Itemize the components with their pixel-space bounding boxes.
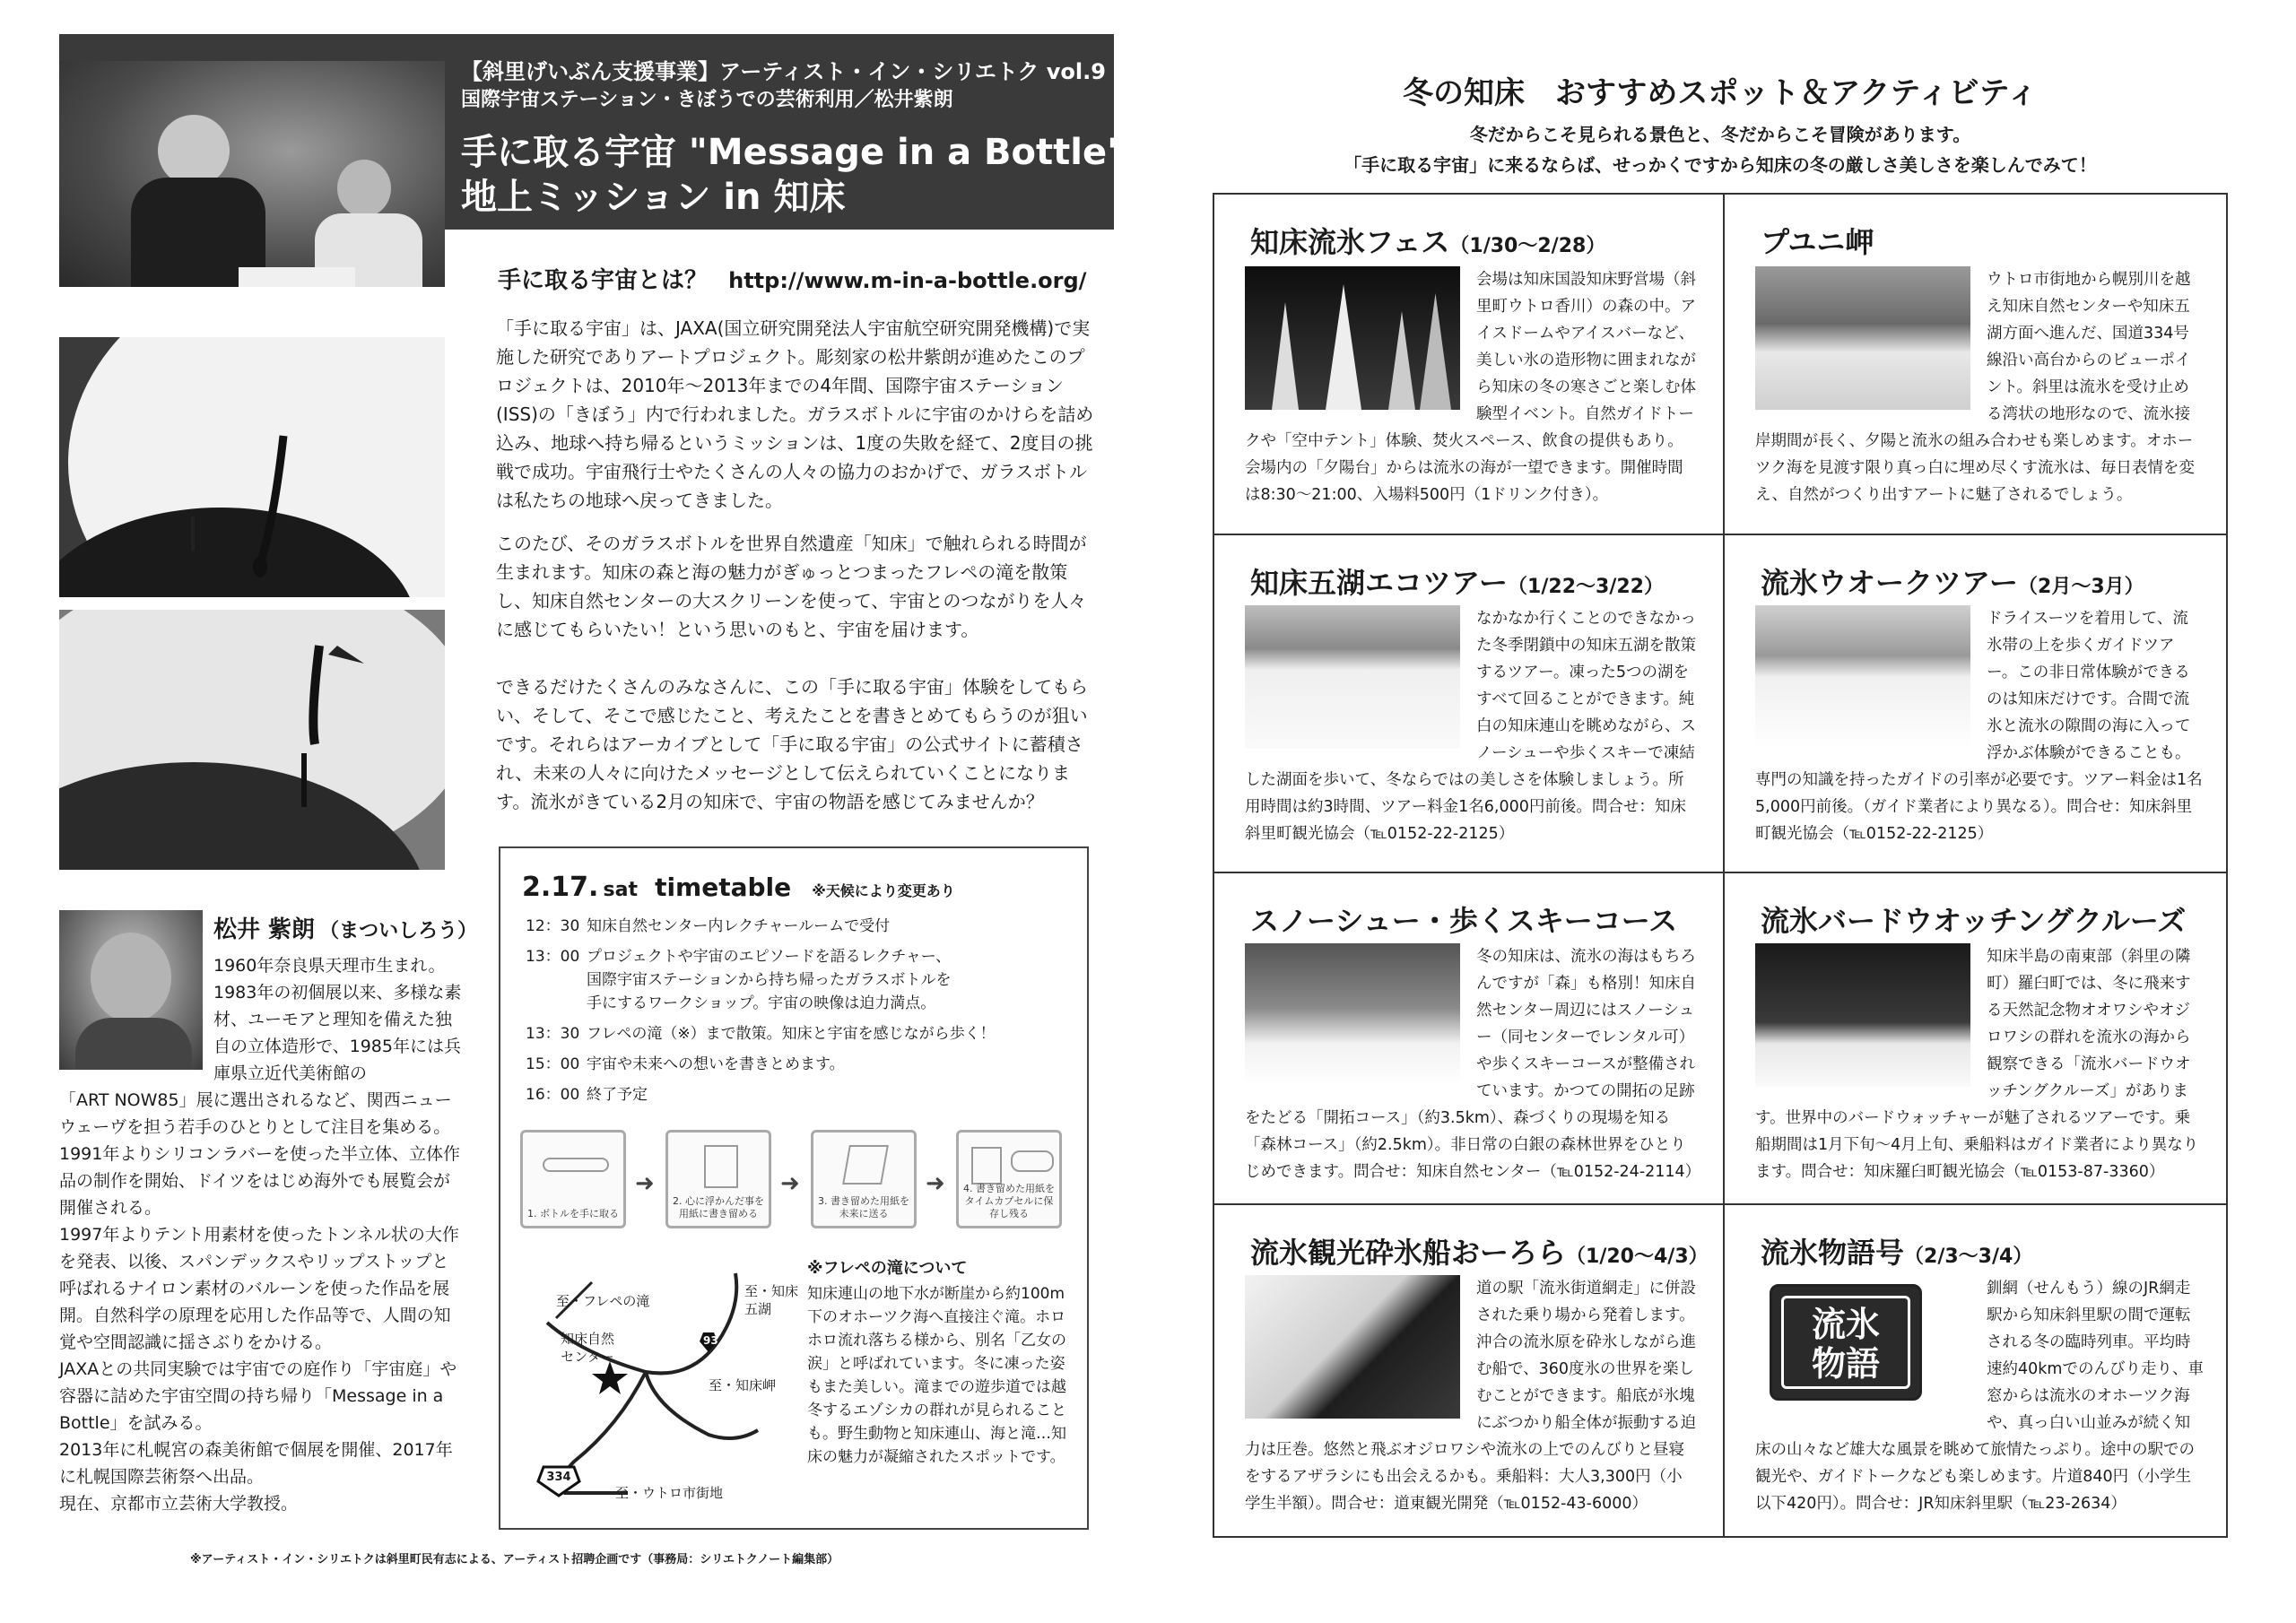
- spot-period: （2月〜3月）: [2018, 576, 2144, 598]
- arrow-right-icon: ➜: [635, 1170, 655, 1197]
- timetable-text: フレペの滝（※）まで散策。知床と宇宙を感じながら歩く！: [587, 1025, 996, 1043]
- spot-period: （1/30〜2/28）: [1449, 235, 1606, 257]
- artist-bio: 「ART NOW85」展に選出されるなど、関西ニューウェーヴを担う若手のひとりとして注目を集める。1991年よりシリコンラバーを使った半立体、立体作品の制作を開始、ドイツをはじめ海外でも展覧会が開催される。 1997年よりテント用素材を使ったトンネル状の大作を発表、以後、スパンデックスやリップストップと呼ばれるナイロン素材のバルーンを使った作品を展開。自然科学の原理を応用した作品等で、人間の知覚や空間認識に揺さぶりをかける。 JAXAとの共同実験では宇宙での庭作り「宇宙庭」や容器に詰めた宇宙空間の持ち帰り「Message in a Bottle」を試みる。 2013年に札幌宮の森美術館で個展を開催、2017年に札幌国際芸術祭へ出品。 現在、京都市立芸術大学教授。: [59, 1090, 460, 1514]
- timetable-text: 宇宙や未来への想いを書きとめます。: [587, 1055, 845, 1073]
- timetable-time: 15：00: [526, 1055, 580, 1073]
- artist-name: 松井 紫朗: [213, 916, 316, 943]
- logo-text-2: 物語: [1811, 1344, 1880, 1384]
- spot-title: 流氷バードウオッチングクルーズ: [1761, 904, 2187, 938]
- artist-bio-short: 1960年奈良県天理市生まれ。1983年の初個展以来、多様な素材、ユーモアと理知を備えた独自の立体造形で、1985年には兵庫県立近代美術館の: [213, 956, 462, 1083]
- spot-title: 流氷物語号（2/3〜3/4）: [1761, 1236, 2033, 1270]
- page-title-2: 地上ミッション in 知床: [461, 177, 846, 218]
- timetable-list: [526, 915, 1073, 1107]
- flying-paper-icon: [842, 1145, 889, 1185]
- intro-paragraph-1: 「手に取る宇宙」は、JAXA(国立研究開発法人宇宙航空研究開発機構)で実施した研究でありアートプロジェクト。彫刻家の松井紫朗が進めたこのプロジェクトは、2010年〜2013年までの4年間、国際宇宙ステーション(ISS)の「きぼう」内で行われました。ガラスボトルに宇宙のかけらを詰め込み、地球へ持ち帰るというミッションは、1度の失敗を経て、2度目の挑戦で成功。宇宙飛行士やたくさんの人々の協力のおかげで、ガラスボトルは私たちの地球へ戻ってきました。: [496, 317, 1094, 511]
- artist-name-row: [213, 911, 477, 944]
- timetable-text: プロジェクトや宇宙のエピソードを語るレクチャー、 国際宇宙ステーションから持ち帰ったガラスボトルを 手にするワークショップ。宇宙の映像は迫力満点。: [587, 948, 952, 1012]
- flow-step-3: [811, 1130, 917, 1228]
- flow-step-2: [665, 1130, 771, 1228]
- spots-grid: [1213, 193, 2228, 1538]
- route-93-badge: 93: [703, 1334, 718, 1347]
- timetable-time: 13：30: [526, 1025, 580, 1043]
- spot-title: 知床流氷フェス（1/30〜2/28）: [1250, 225, 1606, 259]
- map-label-goko: 至・知床五湖: [744, 1283, 799, 1317]
- spot-title: 流氷ウオークツアー（2月〜3月）: [1761, 566, 2144, 600]
- arrow-right-icon: ➜: [926, 1170, 945, 1197]
- spot-card: [1725, 535, 2230, 872]
- artist-portrait-photo: [59, 910, 203, 1070]
- map-label-utoro: 至・ウトロ市街地: [615, 1485, 724, 1501]
- page-title: 手に取る宇宙 "Message in a Bottle": [461, 132, 1126, 173]
- logo-text-1: 流氷: [1811, 1305, 1880, 1344]
- timetable-note: ※天候により変更あり: [812, 882, 955, 899]
- right-subtitle-1: 冬だからこそ見られる景色と、冬だからこそ冒険があります。: [1469, 124, 1971, 145]
- timetable-time: 12：30: [526, 917, 580, 935]
- timetable-header: [522, 872, 955, 903]
- timetable-row: [526, 1022, 1073, 1046]
- space-artwork-photo-2: [59, 610, 445, 870]
- spot-card: [1214, 195, 1723, 534]
- furepe-note-title: ※フレペの滝について: [807, 1259, 968, 1278]
- header-subtitle: 国際宇宙ステーション・きぼうでの芸術利用／松井紫朗: [461, 89, 953, 111]
- spot-title: 知床五湖エコツアー（1/22〜3/22）: [1250, 566, 1664, 600]
- route-334-badge: 334: [546, 1471, 571, 1484]
- spot-text: ドライスーツを着用して、流氷帯の上を歩くガイドツアー。この非日常体験ができるのは知床だけです。合間で流氷と流氷の隙間の海に入って浮かぶ体験ができることも。専門の知識を持ったガイドの引率が必要です。ツアー料金は1名5,000円前後。（ガイド業者により異なる）。問合せ：知床斜里町観光協会（℡0152-22-2125）: [1755, 610, 2203, 843]
- map-label-furepe: 至・フレペの滝: [556, 1293, 650, 1309]
- intro-paragraph-3: できるだけたくさんのみなさんに、この「手に取る宇宙」体験をしてもらい、そして、そこで感じたこと、考えたことを書きとめてもらうのが狙いです。それらはアーカイブとして「手に取る宇宙」の公式サイトに蓄積され、未来の人々に向けたメッセージとして伝えられていくことになります。流氷がきている2月の知床で、宇宙の物語を感じてみませんか？: [496, 676, 1088, 812]
- flow-step-1: [520, 1130, 626, 1228]
- flow-step-label: 2. 心に浮かんだ事を用紙に書き留める: [673, 1195, 764, 1219]
- spot-text: 道の駅「流氷街道網走」に併設された乗り場から発着します。沖合の流氷原を砕氷しながら進む船で、360度氷の世界を楽しむことができます。船底が氷塊にぶつかり船全体が振動する迫力は圧巻。悠然と飛ぶオジロワシや流氷の上でのんびりと昼寝をするアザラシにも出会えるかも。乗船料：大人3,300円（小学生半額）。問合せ：道東観光開発（℡0152-43-6000）: [1245, 1280, 1696, 1513]
- spot-title: 流氷観光砕氷船おーろら（1/20〜4/3）: [1250, 1236, 1709, 1270]
- timetable-time: 13：00: [526, 948, 580, 966]
- spot-text: 知床半島の南東部（斜里の隣町）羅臼町では、冬に飛来する天然記念物オオワシやオジロワシの群れを流氷の海から観察できる「流氷バードウオッチングクルーズ」があります。世界中のバードウォッチャーが魅了されるツアーです。乗船期間は1月下旬〜4月上旬、乗船料はガイド業者により異なります。問合せ：知床羅臼町観光協会（℡0153-87-3360）: [1755, 948, 2199, 1181]
- timetable-text: 知床自然センター内レクチャールームで受付: [587, 917, 891, 935]
- spot-card: [1214, 535, 1723, 872]
- capsule-icon: [1011, 1150, 1054, 1172]
- intro-heading-row: [498, 262, 1086, 295]
- timetable-text: 終了予定: [587, 1086, 648, 1104]
- timetable-row: [526, 945, 1073, 1015]
- paper-icon: [971, 1147, 1002, 1185]
- paper-icon: [704, 1145, 738, 1188]
- spot-text: 冬の知床は、流氷の海はもちろんですが「森」も格別！知床自然センター周辺にはスノーシュー（同センターでレンタル可）や歩くスキーコースが整備されています。かつての開拓の足跡をたどる「開拓コース」（約3.5km）、森づくりの現場を知る「森林コース」（約2.5km）。非日常の白銀の森林世界をひとりじめできます。問合せ：知床自然センター（℡0152-24-2114）: [1245, 948, 1701, 1181]
- footnote: ※アーティスト・イン・シリエトクは斜里町民有志による、アーティスト招聘企画です（事務局：シリエトクノート編集部）: [190, 1553, 839, 1567]
- timetable-row: [526, 915, 1073, 938]
- timetable-time: 16：00: [526, 1086, 580, 1104]
- spot-card: [1725, 1205, 2230, 1537]
- spot-title: プユニ岬: [1761, 225, 1874, 259]
- spot-title: スノーシュー・歩くスキーコース: [1250, 904, 1678, 938]
- timetable-day: sat: [603, 879, 638, 901]
- space-artwork-photo-1: [59, 337, 445, 597]
- map-label-center: 知床自然センター: [560, 1331, 614, 1365]
- project-url-link[interactable]: http://www.m-in-a-bottle.org/: [728, 268, 1087, 293]
- flow-step-label: 3. 書き留めた用紙を未来に送る: [818, 1195, 909, 1219]
- spot-text: 会場は知床国設知床野営場（斜里町ウトロ香川）の森の中。アイスドームやアイスバーなど、美しい氷の造形物に囲まれながら知床の冬の寒さごと楽しむ体験型イベント。自然ガイドトークや「空中テント」体験、焚火スペース、飲食の提供もあり。会場内の「夕陽台」からは流氷の海が一望できます。開催時間は8:30〜21:00、入場料500円（1ドリンク付き）。: [1245, 271, 1696, 504]
- artist-workshop-photo: [59, 61, 445, 287]
- space-artwork-illustration-2: [59, 610, 445, 870]
- arrow-right-icon: ➜: [780, 1170, 800, 1197]
- flow-step-label: 4. 書き留めた用紙をタイムカプセルに保存し残る: [963, 1183, 1055, 1219]
- spot-period: （1/20〜4/3）: [1566, 1245, 1709, 1268]
- timetable-date: 2.17.: [522, 872, 599, 903]
- spot-text: 釧網（せんもう）線のJR網走駅から知床斜里駅の間で運転される冬の臨時列車。平均時速約40kmでのんびり走り、車窓からは流氷のオホーツク海や、真っ白い山並みが続く知床の山々など雄大な風景を眺めて旅情たっぷり。途中の駅での観光や、ガイドトークなども楽しめます。片道840円（小学生以下420円）。問合せ：JR知床斜里駅（℡23-2634）: [1755, 1280, 2204, 1513]
- flow-step-4: [956, 1130, 1062, 1228]
- flow-step-label: 1. ボトルを手に取る: [527, 1208, 619, 1219]
- space-artwork-illustration-1: [59, 337, 445, 597]
- timetable-title: timetable: [655, 872, 792, 902]
- spot-period: （2/3〜3/4）: [1904, 1245, 2033, 1268]
- spot-text: ウトロ市街地から幌別川を越え知床自然センターや知床五湖方面へ進んだ、国道334号線沿い高台からのビューポイント。斜里は流氷を受け止める湾状の地形なので、流氷接岸期間が長く、夕陽と流氷の組み合わせも楽しめます。オホーツク海を見渡す限り真っ白に埋め尽くす流氷は、毎日表情を変え、自然がつくり出すアートに魅了されるでしょう。: [1755, 271, 2195, 504]
- right-subtitle-2: 「手に取る宇宙」に来るならば、せっかくですから知床の冬の厳しさ美しさを楽しんでみて！: [1344, 154, 2097, 176]
- bottle-icon: [543, 1158, 609, 1172]
- right-title: 冬の知床 おすすめスポット＆アクティビティ: [1403, 75, 2038, 111]
- timetable-row: [526, 1083, 1073, 1107]
- header-series: 【斜里げいぶん支援事業】アーティスト・イン・シリエトク vol.9: [461, 59, 1106, 84]
- spot-text: なかなか行くことのできなかった冬季閉鎖中の知床五湖を散策するツアー。凍った5つの湖をすべて回ることができます。純白の知床連山を眺めながら、スノーシューや歩くスキーで凍結した湖面を歩いて、冬ならではの美しさを体験しましょう。所用時間は約3時間、ツアー料金1名6,000円前後。問合せ：知床斜里町観光協会（℡0152-22-2125）: [1245, 610, 1696, 843]
- intro-paragraph-2: このたび、そのガラスボトルを世界自然遺産「知床」で触れられる時間が生まれます。知床の森と海の魅力がぎゅっとつまったフレペの滝を散策し、知床自然センターの大スクリーンを使って、宇宙とのつながりを人々に感じてもらいたい！という思いのもと、宇宙を届けます。: [496, 533, 1087, 640]
- spot-period: （1/22〜3/22）: [1508, 576, 1664, 598]
- spot-card: [1214, 873, 1723, 1203]
- map-label-misaki: 至・知床岬: [709, 1377, 777, 1393]
- timetable-row: [526, 1053, 1073, 1076]
- spot-card: [1725, 873, 2230, 1203]
- artist-reading: （まついしろう）: [319, 920, 478, 942]
- spot-card: [1725, 195, 2230, 534]
- furepe-note-text: 知床連山の地下水が断崖から約100m 下のオホーツク海へ直接注ぐ滝。ホロホロ流れ落ちる様から、別名「乙女の涙」と呼ばれています。冬に凍った姿もまた美しい。滝までの遊歩道では越冬するエゾシカの群れが見られることも。野生動物と知床連山、海と滝…知床の魅力が凝縮されたスポットです。: [807, 1285, 1066, 1466]
- spot-card: [1214, 1205, 1723, 1537]
- intro-heading: 手に取る宇宙とは？: [498, 267, 709, 294]
